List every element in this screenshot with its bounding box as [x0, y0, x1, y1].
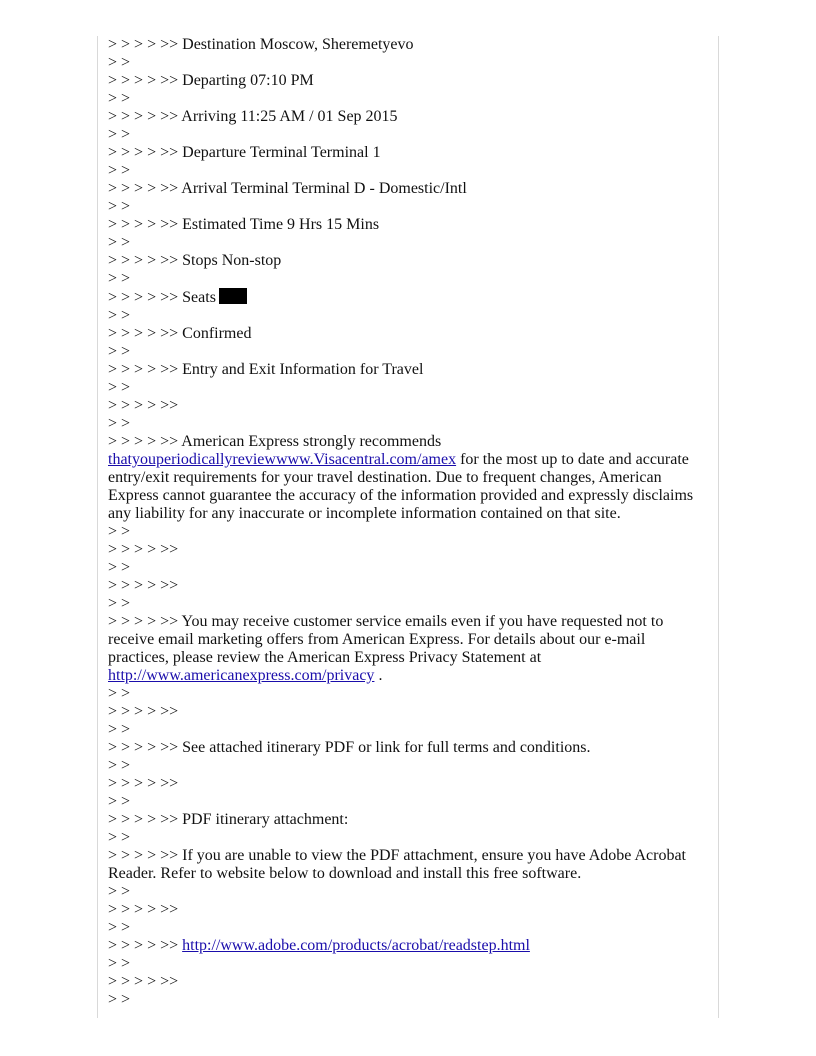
quote-line: > > > > >>	[108, 397, 179, 414]
terms-line: > > > > >> See attached itinerary PDF or link for full terms and conditions.	[108, 739, 591, 756]
entry-exit-heading: > > > > >> Entry and Exit Information for Travel	[108, 361, 424, 378]
quote-line: > >	[108, 54, 131, 71]
quote-line: > >	[108, 757, 131, 774]
quote-line: > > > > >>	[108, 775, 179, 792]
privacy-link-line	[108, 667, 704, 685]
quote-line: > >	[108, 234, 131, 251]
quote-line: > > > > >>	[108, 703, 179, 720]
arrival-terminal-line: > > > > >> Arrival Terminal Terminal D - Domestic/Intl	[108, 180, 467, 197]
departing-line: > > > > >> Departing 07:10 PM	[108, 72, 314, 89]
quote-line: > >	[108, 343, 131, 360]
quote-line: > >	[108, 685, 131, 702]
stops-line: > > > > >> Stops Non-stop	[108, 252, 282, 269]
disclaimer-text: for the most up to date and accurate entry/exit requirements for your travel destination. Due to frequent changes, American Express cannot guarantee the accuracy of the information provided and expressly disclaims any liability for any inaccurate or incomplete information contained on that site.	[108, 451, 694, 522]
quote-line: > >	[108, 793, 131, 810]
arriving-line: > > > > >> Arriving 11:25 AM / 01 Sep 2015	[108, 108, 398, 125]
quote-line: > >	[108, 829, 131, 846]
quote-line: > >	[108, 883, 131, 900]
quote-line: > > > > >>	[108, 577, 179, 594]
quote-line: > >	[108, 90, 131, 107]
quote-line: > >	[108, 415, 131, 432]
quote-line: > >	[108, 991, 131, 1008]
estimated-time-line: > > > > >> Estimated Time 9 Hrs 15 Mins	[108, 216, 380, 233]
seats-line	[108, 288, 704, 307]
quote-line: > >	[108, 270, 131, 287]
adobe-link-line	[108, 937, 704, 955]
quote-line: > > > > >>	[108, 973, 179, 990]
seats-label: > > > > >> Seats	[108, 289, 216, 306]
redaction-block	[219, 288, 247, 304]
visa-central-link[interactable]: thatyouperiodicallyreviewwww.Visacentral.com/amex	[108, 451, 457, 468]
quote-line: > >	[108, 595, 131, 612]
quote-line: > >	[108, 307, 131, 324]
privacy-link-suffix: .	[374, 667, 383, 684]
pdf-attachment-line: > > > > >> PDF itinerary attachment:	[108, 811, 349, 828]
quote-line: > > > > >>	[108, 901, 179, 918]
destination-line: > > > > >> Destination Moscow, Sheremetyevo	[108, 36, 414, 53]
quote-line: > >	[108, 379, 131, 396]
quote-line: > >	[108, 126, 131, 143]
quote-line: > >	[108, 955, 131, 972]
email-body	[108, 36, 704, 1009]
adobe-link-prefix: > > > > >>	[108, 937, 183, 954]
quote-line: > >	[108, 721, 131, 738]
acrobat-paragraph: > > > > >> If you are unable to view the PDF attachment, ensure you have Adobe Acrobat Reader. Refer to website below to download and install this free software.	[108, 847, 686, 882]
quote-line: > >	[108, 919, 131, 936]
departure-terminal-line: > > > > >> Departure Terminal Terminal 1	[108, 144, 381, 161]
privacy-link[interactable]: http://www.americanexpress.com/privacy	[108, 667, 375, 684]
visa-central-paragraph	[108, 451, 704, 523]
quote-line: > >	[108, 559, 131, 576]
quote-line: > >	[108, 523, 131, 540]
privacy-paragraph: > > > > >> You may receive customer service emails even if you have requested not to receive email marketing offers from American Express. For details about our e-mail practices, please review the American Express Privacy Statement at	[108, 613, 664, 666]
confirmed-line: > > > > >> Confirmed	[108, 325, 252, 342]
quote-line: > > > > >>	[108, 541, 179, 558]
quote-line: > >	[108, 198, 131, 215]
quote-line: > >	[108, 162, 131, 179]
amex-recommendation-line: > > > > >> American Express strongly recommends	[108, 433, 442, 450]
adobe-link[interactable]: http://www.adobe.com/products/acrobat/readstep.html	[182, 937, 530, 954]
